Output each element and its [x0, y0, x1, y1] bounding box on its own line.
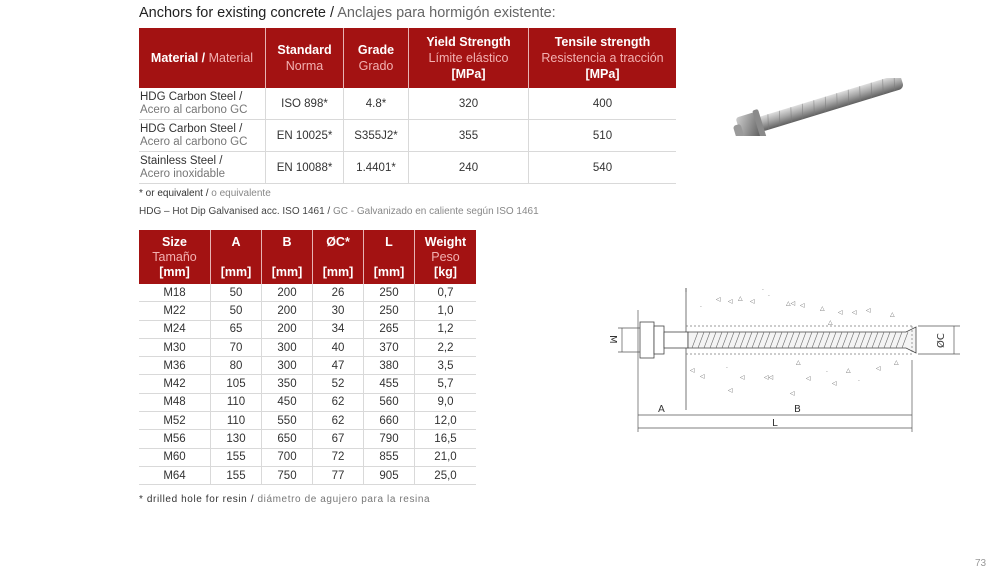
l-cell: 265: [364, 320, 415, 338]
materials-table: [139, 28, 676, 184]
weight-cell: 9,0: [415, 393, 477, 411]
standard-cell: EN 10025*: [266, 120, 344, 152]
dimension-lines: [618, 310, 960, 432]
svg-text:◁: ◁: [740, 374, 745, 381]
svg-text:◁: ◁: [866, 307, 871, 314]
b-cell: 450: [262, 393, 313, 411]
table-row: [139, 448, 476, 466]
svg-text:△: △: [738, 295, 743, 302]
weight-cell: 5,7: [415, 375, 477, 393]
dimension-label-l: L: [772, 418, 778, 429]
weight-cell: 2,2: [415, 338, 477, 356]
table-row: [139, 357, 476, 375]
svg-text:·: ·: [700, 304, 702, 311]
size-cell: M56: [139, 430, 211, 448]
table-row: [139, 412, 476, 430]
l-cell: 380: [364, 357, 415, 375]
c-cell: 34: [313, 320, 364, 338]
size-cell: M30: [139, 338, 211, 356]
svg-text:·: ·: [768, 293, 770, 300]
l-cell: 250: [364, 284, 415, 302]
anchor-rod-photo: [728, 78, 910, 136]
header-grade: Grade Grado: [344, 28, 409, 88]
l-cell: 455: [364, 375, 415, 393]
svg-text:◁: ◁: [838, 309, 843, 316]
size-table: [139, 230, 476, 485]
standard-cell: ISO 898*: [266, 88, 344, 120]
header-tensile-strength: Tensile strength Resistencia a tracción [MPa]: [529, 28, 677, 88]
size-cell: M52: [139, 412, 211, 430]
l-cell: 660: [364, 412, 415, 430]
yield-cell: 320: [409, 88, 529, 120]
size-header-row: [139, 230, 476, 284]
b-cell: 200: [262, 284, 313, 302]
svg-text:◁: ◁: [852, 309, 857, 316]
weight-cell: 25,0: [415, 466, 477, 484]
drilled-hole-note: * drilled hole for resin / diámetro de agujero para la resina: [139, 494, 431, 505]
a-cell: 110: [211, 393, 262, 411]
table-row: [139, 320, 476, 338]
size-cell: M24: [139, 320, 211, 338]
svg-text:·: ·: [858, 378, 860, 385]
c-cell: 67: [313, 430, 364, 448]
b-cell: 300: [262, 338, 313, 356]
table-row: [139, 302, 476, 320]
svg-text:◁: ◁: [716, 296, 721, 303]
weight-cell: 1,0: [415, 302, 477, 320]
grade-cell: 1.4401*: [344, 152, 409, 184]
header-material: Material / Material: [139, 28, 266, 88]
b-cell: 200: [262, 302, 313, 320]
header-yield-strength: Yield Strength Límite elástico [MPa]: [409, 28, 529, 88]
svg-text:◁: ◁: [728, 387, 733, 394]
a-cell: 65: [211, 320, 262, 338]
a-cell: 105: [211, 375, 262, 393]
c-cell: 47: [313, 357, 364, 375]
a-cell: 130: [211, 430, 262, 448]
svg-text:·: ·: [826, 369, 828, 376]
a-cell: 80: [211, 357, 262, 375]
size-cell: M42: [139, 375, 211, 393]
l-cell: 560: [364, 393, 415, 411]
c-cell: 62: [313, 412, 364, 430]
c-cell: 26: [313, 284, 364, 302]
page-number: 73: [975, 558, 987, 569]
c-cell: 52: [313, 375, 364, 393]
b-cell: 350: [262, 375, 313, 393]
tensile-cell: 510: [529, 120, 677, 152]
l-cell: 790: [364, 430, 415, 448]
svg-text:△: △: [894, 359, 899, 366]
table-row: [139, 466, 476, 484]
hdg-note: HDG – Hot Dip Galvanised acc. ISO 1461 / GC - Galvanizado en caliente según ISO 1461: [139, 206, 539, 217]
a-cell: 110: [211, 412, 262, 430]
svg-text:·: ·: [726, 365, 728, 372]
l-cell: 855: [364, 448, 415, 466]
b-cell: 700: [262, 448, 313, 466]
b-cell: 550: [262, 412, 313, 430]
grade-cell: 4.8*: [344, 88, 409, 120]
c-cell: 77: [313, 466, 364, 484]
material-cell: HDG Carbon Steel / Acero al carbono GC: [139, 120, 266, 152]
size-table-body: [139, 284, 476, 485]
svg-text:◁: ◁: [790, 390, 795, 397]
svg-text:△: △: [820, 305, 825, 312]
svg-text:◁: ◁: [728, 298, 733, 305]
weight-cell: 16,5: [415, 430, 477, 448]
dimension-label-b: B: [794, 404, 801, 415]
table-row: [139, 152, 676, 184]
svg-text:·: ·: [762, 287, 764, 294]
size-cell: M48: [139, 393, 211, 411]
svg-text:◁: ◁: [806, 375, 811, 382]
weight-cell: 3,5: [415, 357, 477, 375]
a-cell: 155: [211, 466, 262, 484]
table-row: [139, 120, 676, 152]
c-cell: 40: [313, 338, 364, 356]
title-en: Anchors for existing concrete /: [139, 5, 338, 21]
weight-cell: 21,0: [415, 448, 477, 466]
header-l: L [mm]: [364, 230, 415, 284]
header-a: A [mm]: [211, 230, 262, 284]
dimension-label-c: ØC: [936, 333, 947, 348]
size-cell: M60: [139, 448, 211, 466]
svg-text:◁: ◁: [832, 380, 837, 387]
l-cell: 905: [364, 466, 415, 484]
svg-text:△: △: [828, 319, 833, 326]
yield-cell: 240: [409, 152, 529, 184]
svg-text:◁◁: ◁◁: [764, 374, 774, 381]
l-cell: 370: [364, 338, 415, 356]
svg-text:◁: ◁: [690, 367, 695, 374]
table-row: [139, 393, 476, 411]
table-row: [139, 430, 476, 448]
svg-text:△: △: [890, 311, 895, 318]
table-row: [139, 338, 476, 356]
page-title: [139, 5, 556, 21]
material-cell: Stainless Steel / Acero inoxidable: [139, 152, 266, 184]
header-standard: Standard Norma: [266, 28, 344, 88]
c-cell: 62: [313, 393, 364, 411]
svg-text:△◁: △◁: [786, 300, 796, 307]
a-cell: 50: [211, 284, 262, 302]
l-cell: 250: [364, 302, 415, 320]
materials-header-row: [139, 28, 676, 88]
b-cell: 200: [262, 320, 313, 338]
a-cell: 155: [211, 448, 262, 466]
title-es: Anclajes para hormigón existente:: [337, 5, 556, 21]
table-row: [139, 284, 476, 302]
svg-text:△: △: [796, 359, 801, 366]
size-cell: M36: [139, 357, 211, 375]
svg-text:◁: ◁: [700, 373, 705, 380]
tensile-cell: 400: [529, 88, 677, 120]
a-cell: 50: [211, 302, 262, 320]
table-row: [139, 375, 476, 393]
svg-text:◁: ◁: [750, 298, 755, 305]
c-cell: 72: [313, 448, 364, 466]
svg-text:◁: ◁: [876, 365, 881, 372]
anchor-technical-drawing: [600, 280, 965, 440]
size-cell: M18: [139, 284, 211, 302]
equivalent-note: * or equivalent / o equivalente: [139, 188, 271, 199]
dimension-label-m: M: [607, 335, 618, 344]
weight-cell: 0,7: [415, 284, 477, 302]
standard-cell: EN 10088*: [266, 152, 344, 184]
b-cell: 750: [262, 466, 313, 484]
header-size: Size Tamaño [mm]: [139, 230, 211, 284]
size-cell: M22: [139, 302, 211, 320]
weight-cell: 12,0: [415, 412, 477, 430]
weight-cell: 1,2: [415, 320, 477, 338]
size-cell: M64: [139, 466, 211, 484]
tensile-cell: 540: [529, 152, 677, 184]
c-cell: 30: [313, 302, 364, 320]
grade-cell: S355J2*: [344, 120, 409, 152]
header-b: B [mm]: [262, 230, 313, 284]
b-cell: 300: [262, 357, 313, 375]
material-cell: HDG Carbon Steel / Acero al carbono GC: [139, 88, 266, 120]
svg-text:△: △: [846, 367, 851, 374]
header-c: ØC* [mm]: [313, 230, 364, 284]
header-weight: Weight Peso [kg]: [415, 230, 477, 284]
anchor-rod-drawing: [640, 322, 916, 358]
yield-cell: 355: [409, 120, 529, 152]
a-cell: 70: [211, 338, 262, 356]
table-row: [139, 88, 676, 120]
svg-text:◁: ◁: [800, 302, 805, 309]
dimension-label-a: A: [658, 404, 665, 415]
b-cell: 650: [262, 430, 313, 448]
